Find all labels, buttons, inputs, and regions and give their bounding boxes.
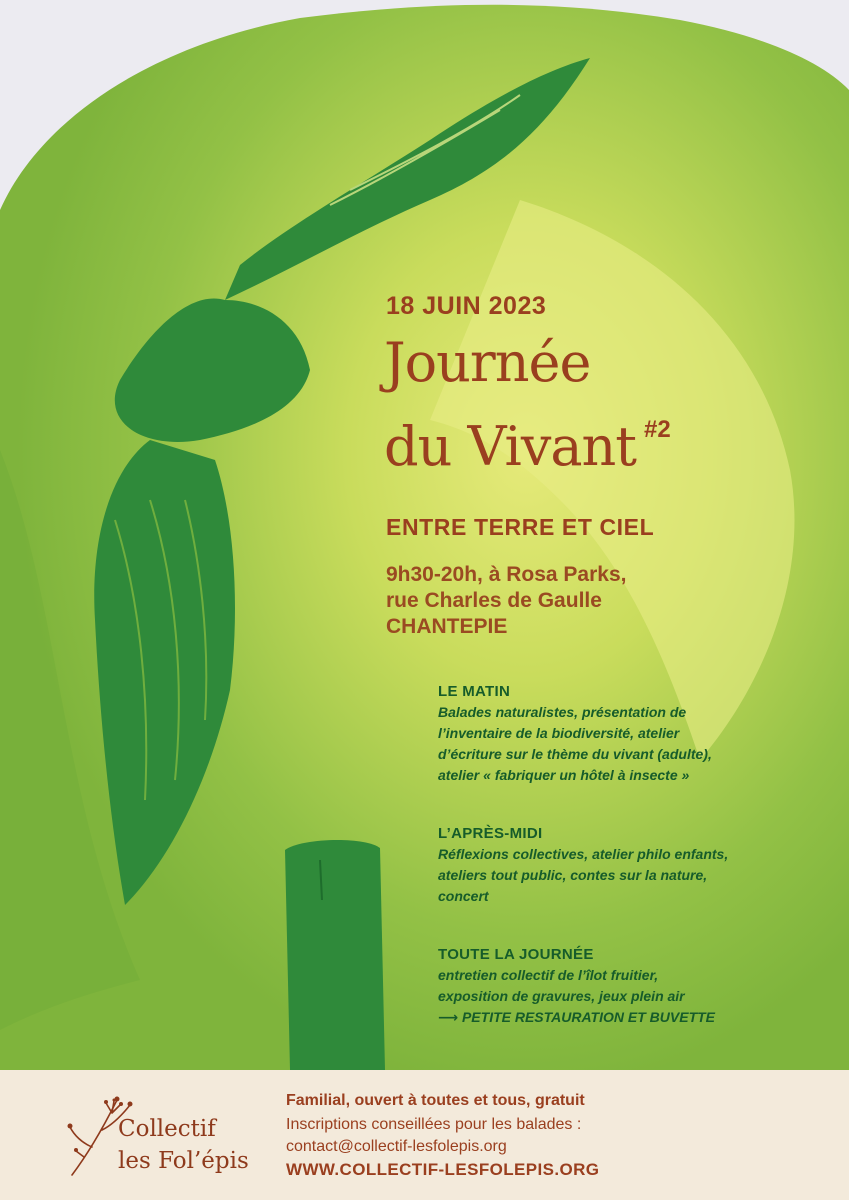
section-morning: [438, 682, 818, 786]
section-morning-line: l’inventaire de la biodiversité, atelier: [438, 725, 680, 741]
section-afternoon-heading: L’APRÈS-MIDI: [438, 825, 543, 842]
section-afternoon: [438, 824, 818, 907]
logo-text-line1: Collectif: [118, 1116, 216, 1142]
event-title-line2: [384, 415, 671, 478]
section-morning-line: atelier « fabriquer un hôtel à insecte »: [438, 767, 690, 783]
section-all-day-line: exposition de gravures, jeux plein air: [438, 988, 685, 1004]
section-afternoon-line: ateliers tout public, contes sur la nature,: [438, 867, 708, 883]
event-title-line1: Journée: [384, 331, 591, 394]
footer-email-link[interactable]: contact@collectif-lesfolepis.org: [286, 1138, 507, 1155]
post: [285, 840, 385, 1070]
section-all-day-line: ⟶ PETITE RESTAURATION ET BUVETTE: [438, 1009, 716, 1025]
section-morning-heading: LE MATIN: [438, 683, 511, 700]
event-city: CHANTEPIE: [386, 615, 508, 638]
logo-text-line2: les Fol’épis: [118, 1148, 249, 1174]
footer-info: Familial, ouvert à toutes et tous, gratuit: [286, 1092, 585, 1109]
section-afternoon-line: concert: [438, 888, 489, 904]
section-all-day-line: entretien collectif de l’îlot fruitier,: [438, 967, 659, 983]
section-all-day: [438, 945, 818, 1028]
event-street: rue Charles de Gaulle: [386, 589, 602, 612]
footer-registration: Inscriptions conseillées pour les balades :: [286, 1116, 582, 1133]
event-hours: 9h30-20h, à Rosa Parks,: [386, 563, 627, 586]
footer-website-link[interactable]: WWW.COLLECTIF-LESFOLEPIS.ORG: [286, 1160, 600, 1179]
section-morning-line: Balades naturalistes, présentation de: [438, 704, 687, 720]
event-edition: #2: [644, 416, 671, 443]
event-subtitle: ENTRE TERRE ET CIEL: [386, 514, 655, 540]
section-all-day-heading: TOUTE LA JOURNÉE: [438, 946, 594, 963]
event-location: [386, 562, 626, 640]
event-date: 18 JUIN 2023: [386, 292, 547, 320]
event-title-text: du Vivant: [384, 415, 637, 478]
section-morning-line: d’écriture sur le thème du vivant (adulte),: [438, 746, 712, 762]
section-afternoon-line: Réflexions collectives, atelier philo enfants,: [438, 846, 729, 862]
